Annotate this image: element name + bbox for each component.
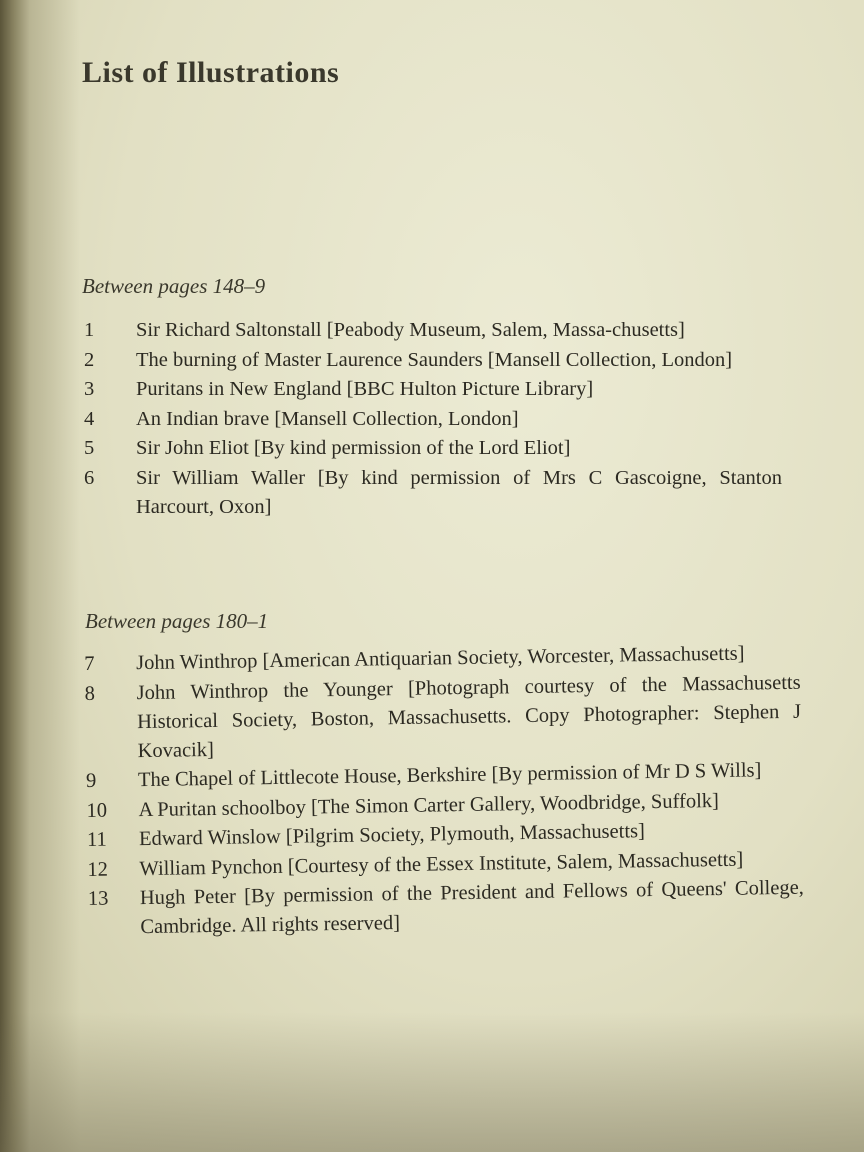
- list-item: [86, 874, 805, 943]
- item-number: 9: [85, 769, 97, 792]
- item-number: 7: [84, 652, 95, 675]
- item-caption: Puritans in New England [BBC Hulton Picture Library]: [136, 378, 594, 400]
- item-caption: Sir William Waller [By kind permission of Mrs C Gascoigne, Stanton Harcourt, Oxon]: [136, 466, 782, 518]
- item-caption: Sir John Eliot [By kind permission of the Lord Eliot]: [136, 437, 571, 459]
- section-heading: Between pages 180–1: [85, 609, 269, 633]
- list-item: [82, 316, 782, 345]
- item-caption: The Chapel of Littlecote House, Berkshire [By permission of Mr D S Wills]: [137, 759, 762, 792]
- item-number: 12: [87, 858, 109, 881]
- list-item: [82, 434, 782, 463]
- item-caption: Edward Winslow [Pilgrim Society, Plymouth, Massachusetts]: [138, 820, 646, 851]
- item-caption: An Indian brave [Mansell Collection, London]: [136, 407, 519, 430]
- list-item: [82, 668, 801, 766]
- illustration-list: [82, 316, 782, 522]
- item-number: 1: [84, 319, 95, 341]
- item-number: 5: [84, 437, 95, 459]
- item-caption: A Puritan schoolboy [The Simon Carter Gallery, Woodbridge, Suffolk]: [138, 789, 720, 821]
- page-title: List of Illustrations: [82, 56, 340, 89]
- item-caption: John Winthrop [American Antiquarian Society, Worcester, Massachusetts]: [136, 642, 745, 675]
- list-item: [82, 464, 782, 522]
- item-caption: Sir Richard Saltonstall [Peabody Museum, Salem, Massa-chusetts]: [136, 319, 685, 341]
- item-caption: Hugh Peter [By permission of the President and Fellows of Queens' College, Cambridge. All rights reserved]: [139, 876, 804, 939]
- list-item: [82, 346, 782, 375]
- item-number: 6: [84, 466, 95, 489]
- item-number: 10: [86, 799, 108, 822]
- item-number: 13: [87, 887, 109, 910]
- item-number: 3: [84, 378, 95, 400]
- item-number: 4: [84, 407, 95, 430]
- item-caption: The burning of Master Laurence Saunders [Mansell Collection, London]: [136, 348, 733, 371]
- illustration-list: [82, 639, 805, 944]
- item-caption: William Pynchon [Courtesy of the Essex Institute, Salem, Massachusetts]: [139, 848, 744, 880]
- item-number: 2: [84, 348, 95, 371]
- list-item: [82, 405, 782, 434]
- page-shadow: [0, 1012, 864, 1152]
- item-caption: John Winthrop the Younger [Photograph courtesy of the Massachusetts Historical Society, Boston, Massachusetts. Copy Photographer: Stephen J Kovacik]: [136, 671, 802, 762]
- item-number: 8: [84, 682, 96, 705]
- item-number: 11: [86, 828, 107, 851]
- section-heading: Between pages 148–9: [82, 274, 266, 298]
- list-item: [82, 375, 782, 404]
